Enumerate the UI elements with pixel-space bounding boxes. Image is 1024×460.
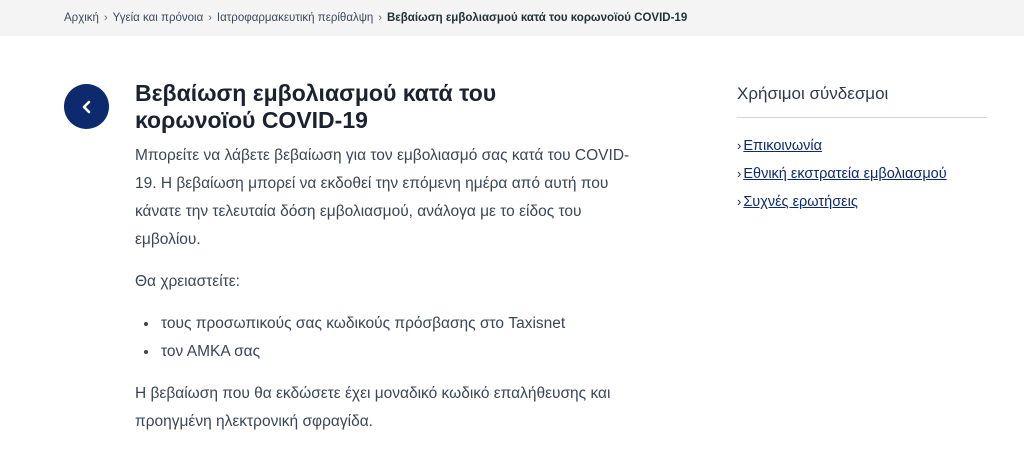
requirements-list [135, 310, 635, 366]
vaccination-campaign-link[interactable]: Εθνική εκστρατεία εμβολιασμού [743, 166, 947, 182]
chevron-left-icon [80, 100, 94, 114]
breadcrumb [64, 12, 687, 24]
chevron-right-icon: › [737, 166, 742, 181]
contact-link[interactable]: Επικοινωνία [743, 138, 823, 154]
list-item [737, 160, 987, 188]
page-title [135, 80, 635, 134]
chevron-right-icon: › [737, 138, 742, 153]
useful-links-list [737, 132, 987, 216]
useful-links-sidebar [737, 84, 987, 216]
list-item [737, 132, 987, 160]
intro-paragraph: Μπορείτε να λάβετε βεβαίωση για τον εμβολιασμό σας κατά του COVID-19. Η βεβαίωση μπορεί να εκδοθεί την επόμενη ημέρα από αυτή που κάνατε την τελευταία δόση εμβολιασμού, ανάλογα με το είδος του εμβολίου. [135, 147, 630, 248]
faq-link[interactable]: Συχνές ερωτήσεις [743, 194, 858, 210]
breadcrumb-bar [0, 0, 1024, 36]
list-item: • τους προσωπικούς σας κωδικούς πρόσβασης στο Taxisnet [159, 310, 635, 338]
article [135, 80, 635, 450]
list-item [737, 188, 987, 216]
breadcrumb-separator: › [378, 12, 382, 24]
closing-paragraph: Η βεβαίωση που θα εκδώσετε έχει μοναδικό κωδικό επαλήθευσης και προηγμένη ηλεκτρονική σφραγίδα. [135, 385, 611, 430]
breadcrumb-current: Βεβαίωση εμβολιασμού κατά του κορωνοϊού COVID-19 [387, 12, 688, 24]
breadcrumb-separator: › [208, 12, 212, 24]
breadcrumb-home-link[interactable]: Αρχική [64, 12, 99, 24]
breadcrumb-separator: › [103, 12, 108, 24]
main-content [0, 36, 1024, 460]
page-title-line2: κορωνοϊού COVID-19 [135, 107, 368, 133]
page-title-line1: Βεβαίωση εμβολιασμού κατά του [135, 80, 497, 106]
sidebar-title: Χρήσιμοι σύνδεσμοι [737, 84, 987, 118]
back-button[interactable] [64, 84, 109, 129]
chevron-right-icon: › [737, 194, 742, 209]
requirements-label: Θα χρειαστείτε: [135, 273, 240, 290]
breadcrumb-medical-care-link[interactable]: Ιατροφαρμακευτική περίθαλψη [216, 12, 374, 24]
list-item: • τον ΑΜΚΑ σας [159, 338, 635, 366]
breadcrumb-health-link[interactable]: Υγεία και πρόνοια [112, 12, 204, 24]
